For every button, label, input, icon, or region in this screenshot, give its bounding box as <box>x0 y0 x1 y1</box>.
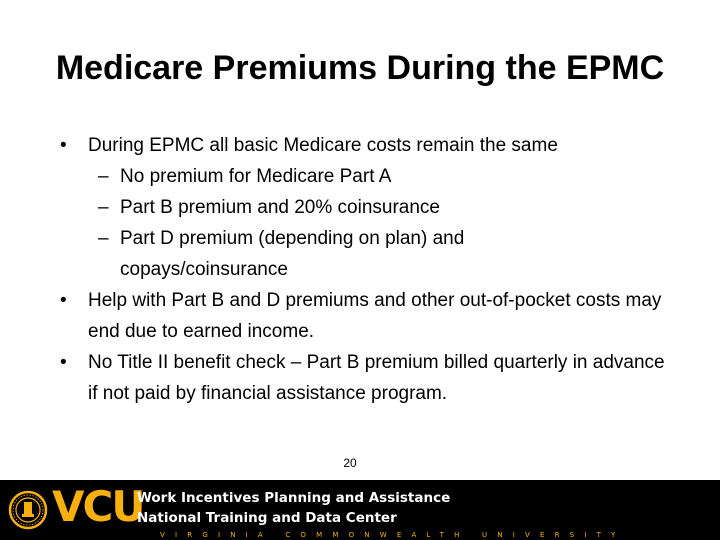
dash-marker: – <box>98 228 109 249</box>
slide-title: Medicare Premiums During the EPMC <box>55 49 665 87</box>
program-name-line2: National Training and Data Center <box>137 510 397 526</box>
sub-bullet-text: Part B premium and 20% coinsurance <box>120 197 440 218</box>
footer-banner <box>0 480 720 540</box>
bullet-item <box>56 130 666 161</box>
dash-marker: – <box>98 197 109 218</box>
sub-bullet-item <box>56 161 666 192</box>
bullet-item <box>56 347 666 409</box>
page-number: 20 <box>343 456 357 470</box>
sub-bullet-item <box>56 223 666 285</box>
bullet-item <box>56 285 666 347</box>
bullet-text: Help with Part B and D premiums and other out-of-pocket costs may end due to earned income. <box>88 290 662 342</box>
bullet-list <box>56 130 666 409</box>
sub-bullet-text: Part D premium (depending on plan) and copays/coinsurance <box>120 228 465 280</box>
bullet-marker: • <box>60 290 67 311</box>
university-seal-icon <box>8 490 48 530</box>
sub-bullet-text: No premium for Medicare Part A <box>120 166 392 187</box>
dash-marker: – <box>98 166 109 187</box>
program-name-line1: Work Incentives Planning and Assistance <box>137 490 451 506</box>
bullet-text: No Title II benefit check – Part B premium billed quarterly in advance if not paid by financial assistance program. <box>88 352 665 404</box>
bullet-marker: • <box>60 352 67 373</box>
sub-bullet-item <box>56 192 666 223</box>
bullet-marker: • <box>60 135 67 156</box>
bullet-text: During EPMC all basic Medicare costs remain the same <box>88 135 558 156</box>
vcu-logo: VCU <box>52 482 144 531</box>
university-name: VIRGINIA COMMONWEALTH UNIVERSITY <box>160 531 626 539</box>
